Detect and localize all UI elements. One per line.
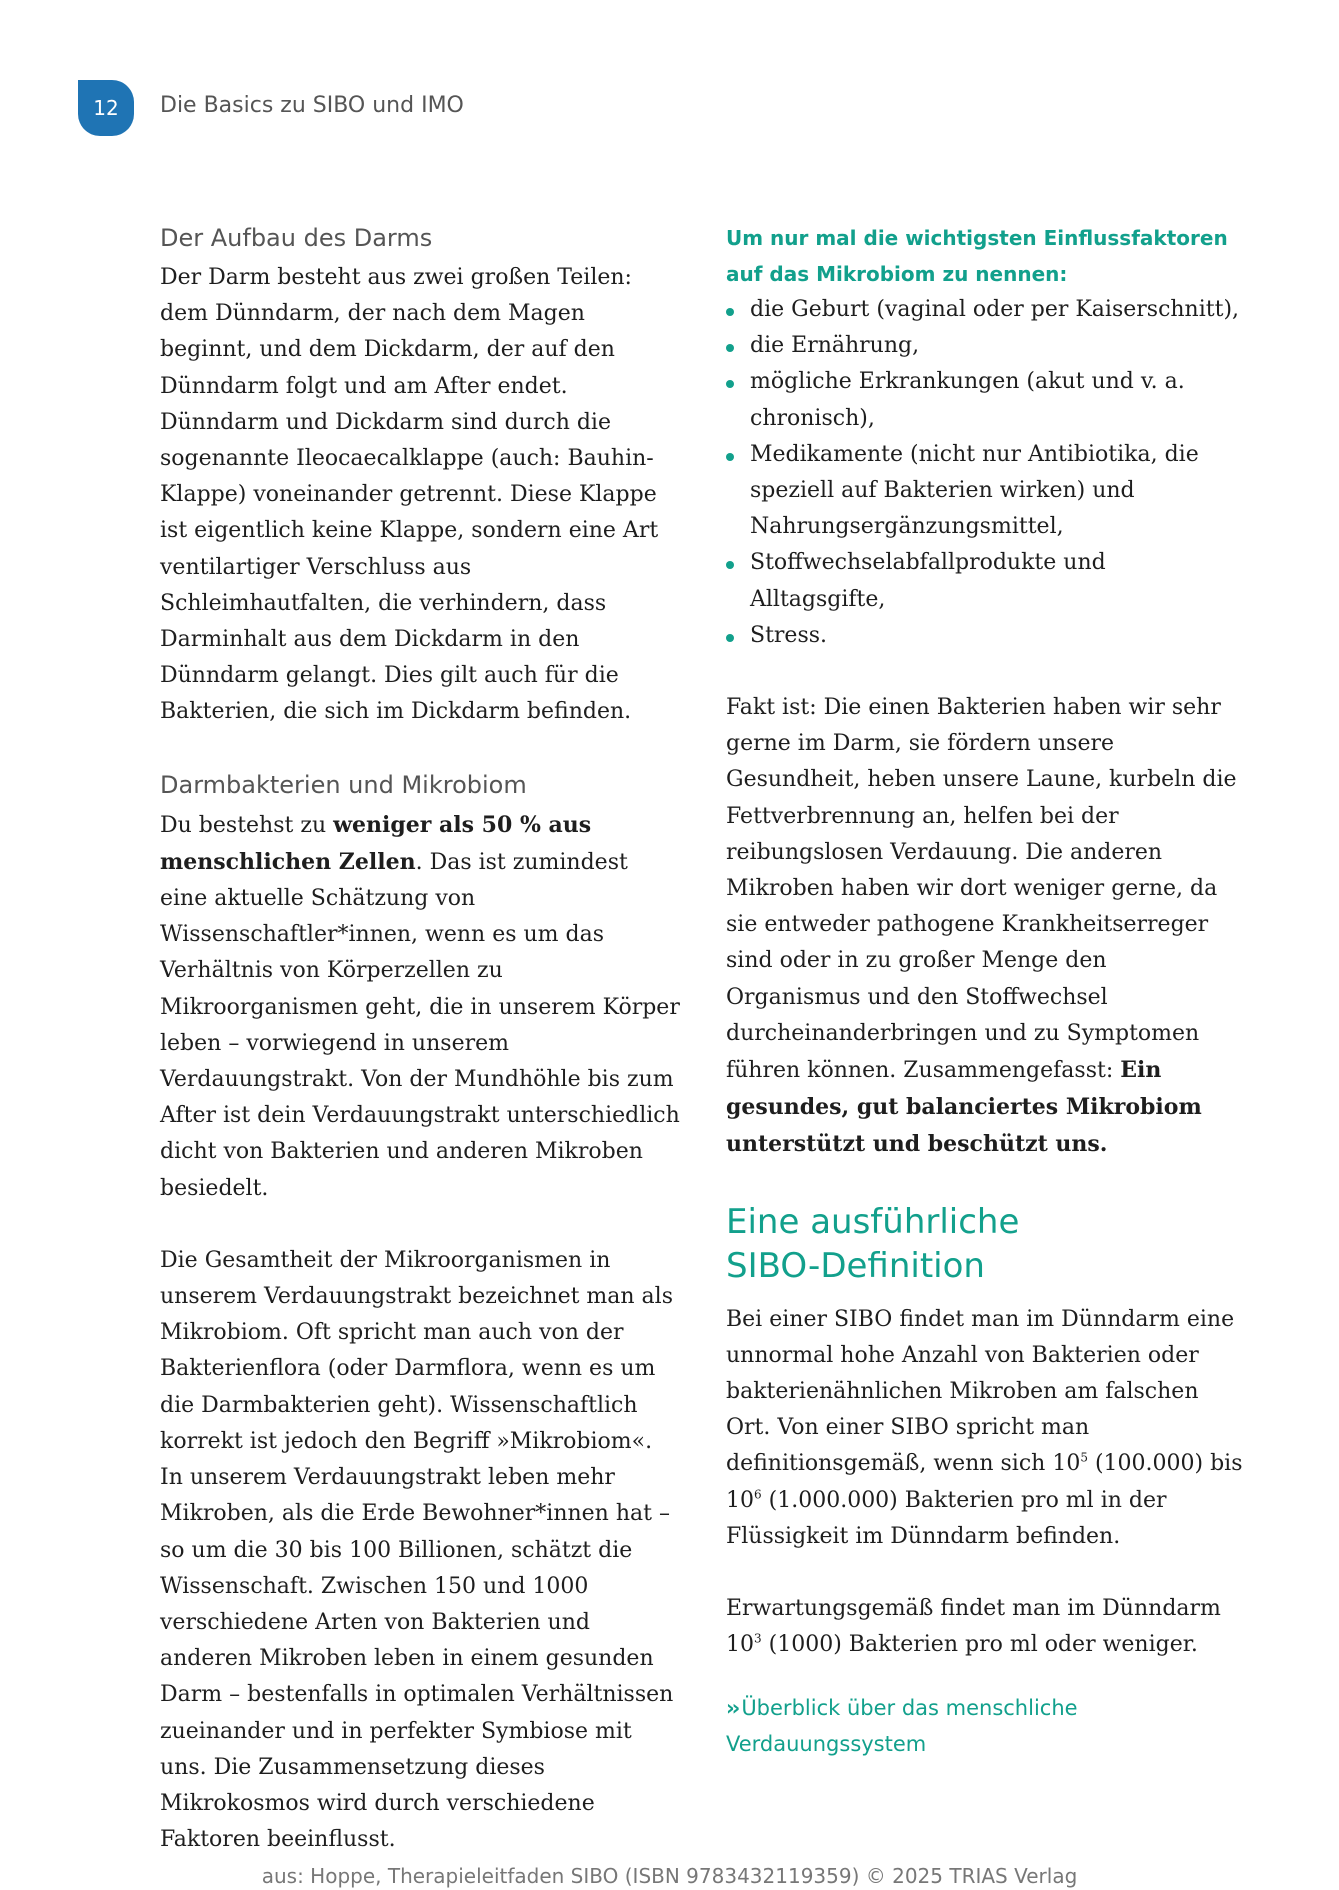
bullet-icon xyxy=(726,561,734,569)
bullet-icon xyxy=(726,344,734,352)
left-column xyxy=(160,220,680,1858)
factors-lead: Um nur mal die wichtigsten Einflussfaktoren auf das Mikrobiom zu nennen: xyxy=(726,226,1228,286)
page-number-badge xyxy=(78,80,134,136)
section-text-darm: Der Darm besteht aus zwei großen Teilen: dem Dünndarm, der nach dem Magen beginnt, und dem Dickdarm, der auf den Dünndarm folgt und am After endet. Dünndarm und Dickdarm sind durch die sogenannte Ileocaecalklappe (auch: Bauhin-Klappe) voneinander getrennt. Diese Klappe ist eigentlich keine Klappe, sondern eine Art ventilartiger Verschluss aus Schleimhautfalten, die verhindern, dass Darminhalt aus dem Dickdarm in den Dünndarm gelangt. Dies gilt auch für die Bakterien, die sich im Dickdarm befinden. xyxy=(160,265,659,725)
expectation-text: Erwartungsgemäß findet man im Dünndarm $10^3$ (1000) Bakterien pro ml oder weniger. xyxy=(726,1596,1221,1658)
bold-statement: weniger als 50 % aus menschlichen Zellen xyxy=(160,811,592,875)
section-text-mikrobiom: Du bestehst zu weniger als 50 % aus menschlichen Zellen. Das ist zumindest eine aktuelle Schätzung von Wissenschaftler*innen, wenn es um das Verhältnis von Körperzellen zu Mikroorganismen geht, die in unserem Körper leben – vorwiegend in unserem Verdauungstrakt. Von der Mundhöhle bis zum After ist dein Verdauungstrakt unterschiedlich dicht von Bakterien und anderen Mikroben besiedelt. xyxy=(160,811,680,1201)
source-footer: aus: Hoppe, Therapieleitfaden SIBO (ISBN 9783432119359) © 2025 TRIAS Verlag xyxy=(261,1864,1078,1888)
list-item: die Ernährung, xyxy=(726,328,1246,364)
fact-text: Fakt ist: Die einen Bakterien haben wir sehr gerne im Darm, sie fördern unsere Gesundheit, heben unsere Laune, kurbeln die Fettverbrennung an, helfen bei der reibungslosen Verdauung. Die anderen Mikroben haben wir dort weniger gerne, da sie entweder pathogene Krankheitserreger sind oder in zu großer Menge den Organismus und den Stoffwechsel durcheinanderbringen und zu Symptomen führen können. Zusammengefasst: Ein gesundes, gut balanciertes Mikrobiom unterstützt und beschützt uns. xyxy=(726,695,1237,1158)
bullet-icon xyxy=(726,634,734,642)
section-title-darm: Der Aufbau des Darms xyxy=(160,224,433,252)
definition-heading: Eine ausführliche SIBO-Definition xyxy=(726,1201,1020,1286)
bullet-icon xyxy=(726,308,734,316)
definition-text: Bei einer SIBO findet man im Dünndarm eine unnormal hohe Anzahl von Bakterien oder bakterienähnlichen Mikroben am falschen Ort. Von einer SIBO spricht man definitionsgemäß, wenn sich $10^5$ (100.000) bis $10^6$ (1.000.000) Bakterien pro ml in der Flüssigkeit im Dünndarm befinden. xyxy=(726,1306,1243,1549)
digestive-system-link[interactable]: ›› Überblick über das menschliche Verdauungssystem xyxy=(726,1695,1078,1756)
right-column xyxy=(726,220,1246,1762)
bullet-icon xyxy=(726,453,734,461)
running-title: Die Basics zu SIBO und IMO xyxy=(160,93,464,118)
list-item: Stoffwechselabfallprodukte und Alltagsgifte, xyxy=(726,545,1246,617)
page-number: 12 xyxy=(93,96,119,120)
factors-list xyxy=(726,292,1246,654)
section-title-mikrobiom: Darmbakterien und Mikrobiom xyxy=(160,770,527,799)
list-item: die Geburt (vaginal oder per Kaiserschnitt), xyxy=(726,292,1246,328)
list-item: Medikamente (nicht nur Antibiotika, die speziell auf Bakterien wirken) und Nahrungsergänzungsmittel, xyxy=(726,437,1246,546)
list-item: Stress. xyxy=(726,618,1246,654)
list-item: mögliche Erkrankungen (akut und v. a. chronisch), xyxy=(726,364,1246,436)
double-chevron-right-icon: ›› xyxy=(726,1695,738,1720)
section-text-gesamtheit: Die Gesamtheit der Mikroorganismen in unserem Verdauungstrakt bezeichnet man als Mikrobiom. Oft spricht man auch von der Bakterienflora (oder Darmflora, wenn es um die Darmbakterien geht). Wissenschaftlich korrekt ist jedoch den Begriff »Mikrobiom«. In unserem Verdauungstrakt leben mehr Mikroben, als die Erde Bewohner*innen hat – so um die 30 bis 100 Billionen, schätzt die Wissenschaft. Zwischen 150 und 1000 verschiedene Arten von Bakterien und anderen Mikroben leben in einem gesunden Darm – bestenfalls in optimalen Verhältnissen zueinander und in perfekter Symbiose mit uns. Die Zusammensetzung dieses Mikrokosmos wird durch verschiedene Faktoren beeinflusst. xyxy=(160,1247,674,1853)
bullet-icon xyxy=(726,380,734,388)
fact-bold: Ein gesundes, gut balanciertes Mikrobiom unterstützt und beschützt uns. xyxy=(726,1057,1202,1158)
